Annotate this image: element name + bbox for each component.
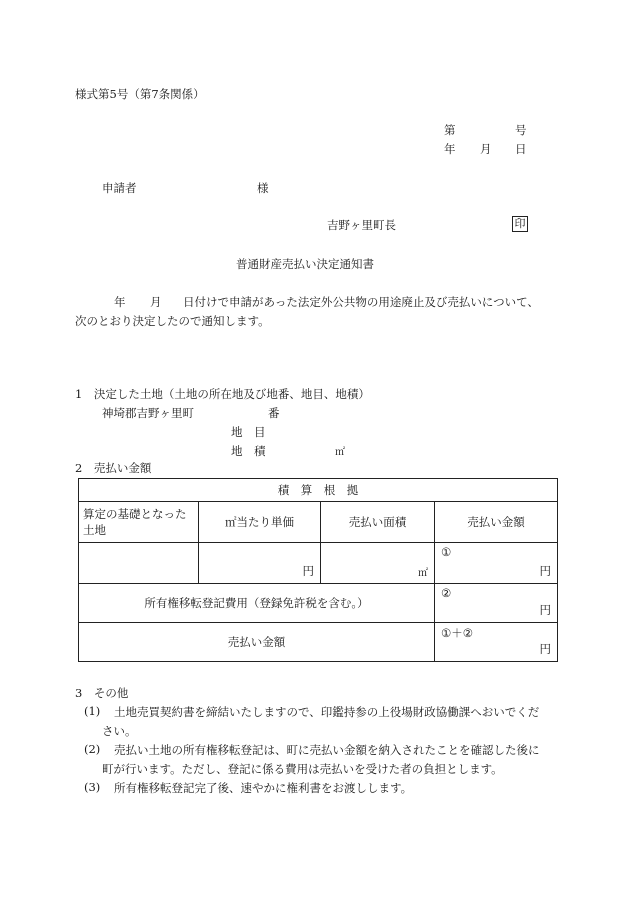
date-day: 日 (515, 142, 527, 156)
section1-heading: 1 決定した土地（土地の所在地及び地番、地目、地積） (75, 387, 370, 401)
cell-unit-price (199, 543, 321, 584)
cell-amount (435, 543, 558, 584)
applicant-label: 申請者 (102, 181, 137, 195)
land-sqm-unit: ㎡ (335, 447, 345, 458)
calculation-table (78, 478, 558, 662)
item1-line2: さい。 (102, 724, 137, 738)
cell-registration-fee (435, 584, 558, 623)
doc-number-dai: 第 (444, 123, 456, 137)
doc-number-go: 号 (515, 123, 527, 137)
mark-sum: ①＋② (441, 626, 474, 640)
table-top-header: 積 算 根 拠 (79, 479, 558, 502)
item2-number: (2) (84, 742, 101, 756)
total-amount-label: 売払い金額 (79, 623, 435, 662)
unit-yen: 円 (539, 603, 551, 617)
unit-yen: 円 (302, 564, 314, 578)
item3-number: (3) (84, 780, 101, 794)
cell-total-amount (435, 623, 558, 662)
section2-heading: 2 売払い金額 (75, 461, 152, 475)
item2-line1: 売払い土地の所有権移転登記は、町に売払い金額を納入されたことを確認した後に (114, 743, 540, 757)
col-header-area: 売払い面積 (321, 502, 435, 543)
item2-line2: 町が行います。ただし、登記に係る費用は売払いを受けた者の負担とします。 (102, 762, 503, 776)
document-title: 普通財産売払い決定通知書 (236, 257, 374, 271)
col-header-amount: 売払い金額 (435, 502, 558, 543)
item1-line1: 土地売買契約書を締結いたしますので、印鑑持参の上役場財政協働課へおいでくだ (114, 705, 540, 719)
issuer-name: 吉野ヶ里町長 (327, 218, 396, 232)
cell-area (321, 543, 435, 584)
mark-2: ② (441, 586, 452, 600)
intro-month: 月 (150, 295, 162, 309)
intro-body-line2: 次のとおり決定したので通知します。 (75, 314, 270, 328)
intro-year: 年 (114, 295, 126, 309)
applicant-sama: 様 (257, 181, 269, 195)
mark-1: ① (441, 545, 452, 559)
unit-yen: 円 (539, 642, 551, 656)
land-chiseki-label: 地 積 (231, 444, 266, 458)
intro-body-line1: 日付けで申請があった法定外公共物の用途廃止及び売払いについて、 (183, 295, 539, 309)
land-location: 神埼郡吉野ヶ里町 (102, 406, 194, 420)
col-header-unit-price: ㎡当たり単価 (199, 502, 321, 543)
item1-number: (1) (84, 704, 101, 718)
land-ban: 番 (268, 406, 280, 420)
land-chimoku-label: 地 目 (231, 425, 266, 439)
form-number: 様式第5号（第7条関係） (75, 87, 205, 101)
date-year: 年 (444, 142, 456, 156)
col-header-base-land: 算定の基礎となった土地 (79, 502, 199, 543)
section3-heading: 3 その他 (75, 686, 129, 700)
date-month: 月 (480, 142, 492, 156)
seal-stamp: 印 (512, 216, 528, 232)
unit-sqm: ㎡ (418, 568, 428, 579)
unit-yen: 円 (539, 564, 551, 578)
item3-line1: 所有権移転登記完了後、速やかに権利書をお渡しします。 (114, 781, 413, 795)
registration-fee-label: 所有権移転登記費用（登録免許税を含む。） (79, 584, 435, 623)
cell-base-land (79, 543, 199, 584)
